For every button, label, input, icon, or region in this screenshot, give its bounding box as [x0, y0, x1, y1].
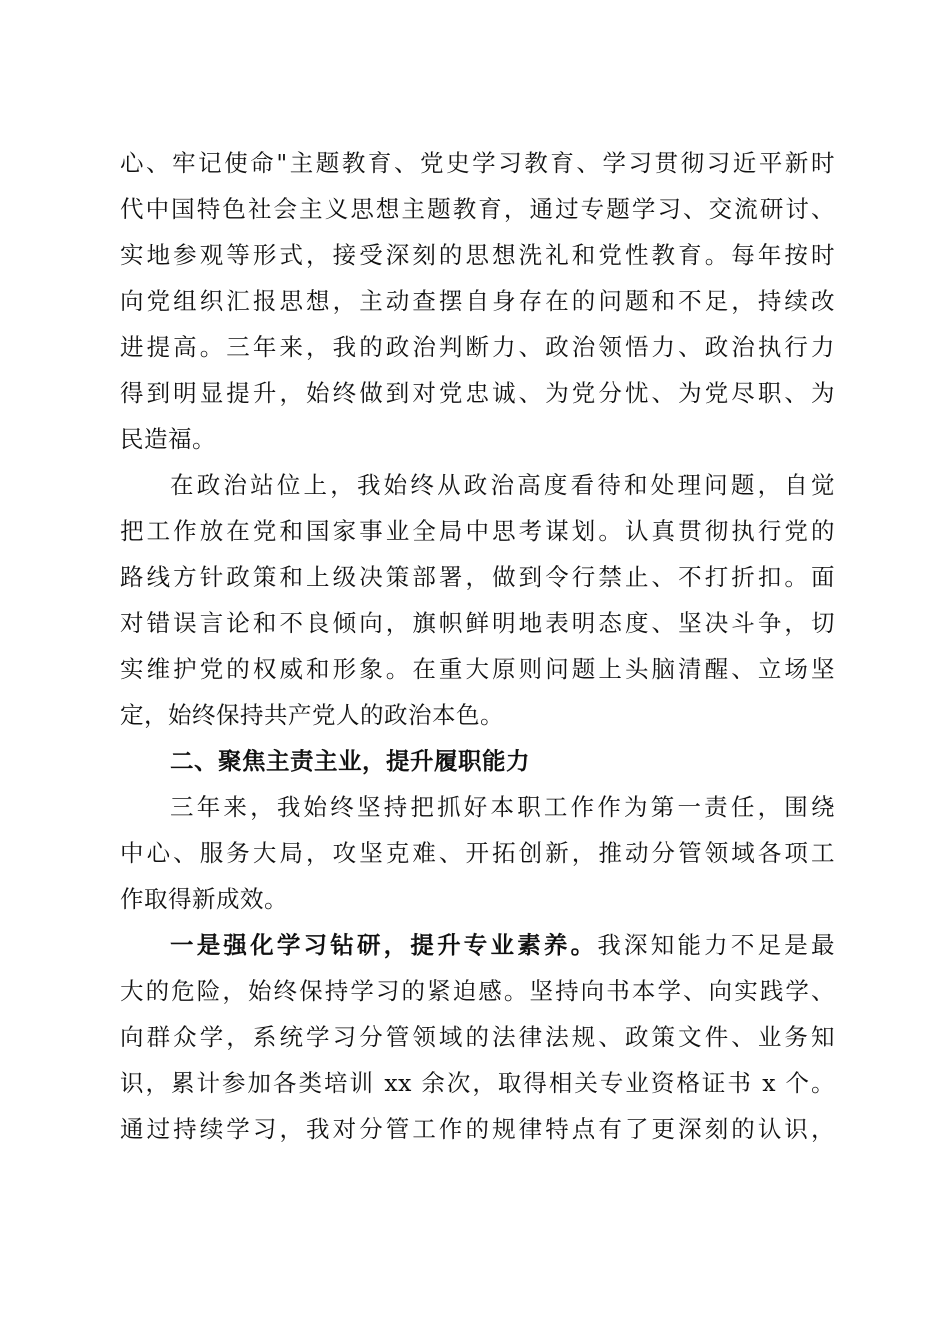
lead-sentence: 一是强化学习钻研，提升专业素养。 — [170, 931, 598, 959]
document-body — [120, 140, 835, 1152]
paragraph-1 — [120, 140, 835, 462]
text-line: 对错误言论和不良倾向，旗帜鲜明地表明态度、坚决斗争，切 — [120, 609, 835, 637]
text-line: 进提高。三年来，我的政治判断力、政治领悟力、政治执行力 — [120, 333, 835, 361]
text-line: 把工作放在党和国家事业全局中思考谋划。认真贯彻执行党的 — [120, 517, 835, 545]
section-heading: 二、聚焦主责主业，提升履职能力 — [170, 747, 530, 775]
text-line: 得到明显提升，始终做到对党忠诚、为党分忧、为党尽职、为 — [120, 379, 835, 407]
text-line: 作取得新成效。 — [120, 885, 288, 913]
text-line: 实维护党的权威和形象。在重大原则问题上头脑清醒、立场坚 — [120, 655, 835, 683]
text-line: 在政治站位上，我始终从政治高度看待和处理问题，自觉 — [170, 471, 835, 499]
text-line: 大的危险，始终保持学习的紧迫感。坚持向书本学、向实践学、 — [120, 977, 835, 1005]
lead-rest: 我深知能力不足是最 — [597, 931, 836, 959]
paragraph-2 — [120, 462, 835, 738]
text-line: 民造福。 — [120, 425, 216, 453]
text-line: 通过持续学习，我对分管工作的规律特点有了更深刻的认识， — [120, 1115, 835, 1143]
text-line: 路线方针政策和上级决策部署，做到令行禁止、不打折扣。面 — [120, 563, 835, 591]
text-line: 向党组织汇报思想，主动查摆自身存在的问题和不足，持续改 — [120, 287, 835, 315]
text-line: 三年来，我始终坚持把抓好本职工作作为第一责任，围绕 — [170, 793, 835, 821]
text-line: 定，始终保持共产党人的政治本色。 — [120, 701, 504, 729]
text-line: 中心、服务大局，攻坚克难、开拓创新，推动分管领域各项工 — [120, 839, 835, 867]
text-line-lead — [120, 922, 835, 968]
paragraph-4 — [120, 922, 835, 1152]
text-line: 心、牢记使命"主题教育、党史学习教育、学习贯彻习近平新时 — [120, 149, 835, 177]
text-line: 识，累计参加各类培训 xx 余次，取得相关专业资格证书 x 个。 — [120, 1069, 835, 1097]
paragraph-3 — [120, 784, 835, 922]
text-line: 向群众学，系统学习分管领域的法律法规、政策文件、业务知 — [120, 1023, 835, 1051]
text-line: 实地参观等形式，接受深刻的思想洗礼和党性教育。每年按时 — [120, 241, 835, 269]
text-line: 代中国特色社会主义思想主题教育，通过专题学习、交流研讨、 — [120, 195, 835, 223]
